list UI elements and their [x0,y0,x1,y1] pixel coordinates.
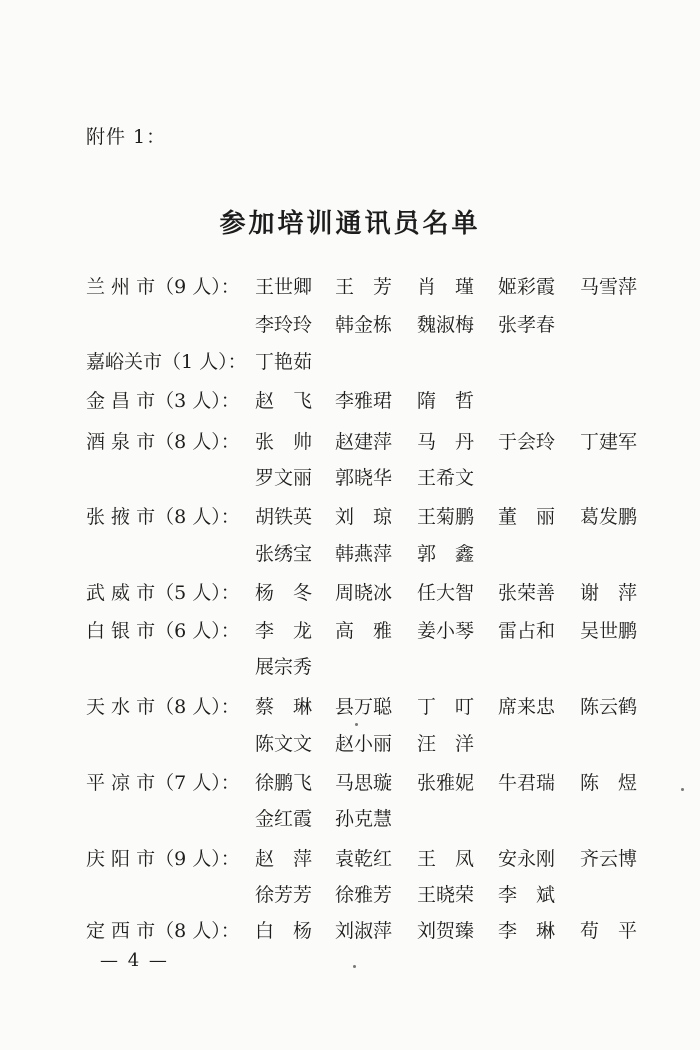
person-name: 马雪萍 [580,276,638,298]
list-row [0,729,700,763]
person-name: 赵建萍 [335,431,393,453]
person-name: 胡铁英 [255,506,313,528]
person-name: 孙克慧 [335,808,393,830]
person-name: 李 琳 [498,920,556,942]
person-name: 牛君瑞 [498,772,556,794]
city-label: 张 掖 市（8 人）： [86,506,240,528]
person-name: 白 杨 [255,920,313,942]
person-name: 王 芳 [335,276,393,298]
person-name: 席来忠 [498,696,556,718]
person-name: 刘 琼 [335,506,393,528]
list-row [0,692,700,726]
city-label: 嘉峪关市（1 人）： [86,351,247,373]
person-name: 张绣宝 [255,543,313,565]
person-name: 董 丽 [498,506,556,528]
person-name: 金红霞 [255,808,313,830]
person-name: 安永刚 [498,848,556,870]
person-name: 丁建军 [580,431,638,453]
page-title: 参加培训通讯员名单 [219,209,481,239]
person-name: 葛发鹏 [580,506,638,528]
list-row [0,652,700,686]
person-name: 陈云鹤 [580,696,638,718]
list-row [0,578,700,612]
person-name: 徐雅芳 [335,884,393,906]
person-name: 陈文文 [255,733,313,755]
list-row [0,502,700,536]
person-name: 李玲玲 [255,314,313,336]
list-row [0,768,700,802]
person-name: 刘淑萍 [335,920,393,942]
list-row [0,539,700,573]
person-name: 谢 萍 [580,582,638,604]
person-name: 李雅珺 [335,390,393,412]
person-name: 县万聪 [335,696,393,718]
person-name: 王 凤 [417,848,475,870]
person-name: 赵 萍 [255,848,313,870]
person-name: 张荣善 [498,582,556,604]
city-label: 天 水 市（8 人）： [86,696,240,718]
person-name: 郭 鑫 [417,543,475,565]
list-row [0,616,700,650]
person-name: 丁艳茹 [255,351,313,373]
city-label: 金 昌 市（3 人）： [86,390,240,412]
person-name: 张孝春 [498,314,556,336]
person-name: 姜小琴 [417,620,475,642]
person-name: 丁 叮 [417,696,475,718]
list-row [0,310,700,344]
person-name: 汪 洋 [417,733,475,755]
person-name: 韩燕萍 [335,543,393,565]
person-name: 苟 平 [580,920,638,942]
person-name: 陈 煜 [580,772,638,794]
person-name: 马思璇 [335,772,393,794]
person-name: 周晓冰 [335,582,393,604]
person-name: 徐芳芳 [255,884,313,906]
person-name: 赵 飞 [255,390,313,412]
person-name: 雷占和 [498,620,556,642]
city-label: 兰 州 市（9 人）： [86,276,240,298]
page-number: — 4 — [100,950,169,971]
person-name: 肖 瑾 [417,276,475,298]
person-name: 于会玲 [498,431,556,453]
city-label: 白 银 市（6 人）： [86,620,240,642]
person-name: 隋 哲 [417,390,475,412]
list-row [0,880,700,914]
list-row [0,463,700,497]
person-name: 郭晓华 [335,467,393,489]
city-label: 平 凉 市（7 人）： [86,772,240,794]
person-name: 王菊鹏 [417,506,475,528]
person-name: 王晓荣 [417,884,475,906]
person-name: 罗文丽 [255,467,313,489]
list-row [0,386,700,420]
person-name: 展宗秀 [255,656,313,678]
person-name: 张 帅 [255,431,313,453]
list-row [0,844,700,878]
attachment-label: 附件 1： [86,126,167,148]
scan-speck [355,723,358,726]
person-name: 张雅妮 [417,772,475,794]
person-name: 姬彩霞 [498,276,556,298]
person-name: 高 雅 [335,620,393,642]
person-name: 任大智 [417,582,475,604]
list-row [0,916,700,950]
person-name: 王世卿 [255,276,313,298]
person-name: 徐鹏飞 [255,772,313,794]
list-row [0,272,700,306]
person-name: 王希文 [417,467,475,489]
person-name: 马 丹 [417,431,475,453]
list-row [0,347,700,381]
city-label: 庆 阳 市（9 人）： [86,848,240,870]
person-name: 杨 冬 [255,582,313,604]
person-name: 齐云博 [580,848,638,870]
city-label: 酒 泉 市（8 人）： [86,431,240,453]
person-name: 韩金栋 [335,314,393,336]
person-name: 吴世鹏 [580,620,638,642]
list-row [0,804,700,838]
person-name: 李 龙 [255,620,313,642]
scan-speck [681,788,684,791]
person-name: 赵小丽 [335,733,393,755]
city-label: 武 威 市（5 人）： [86,582,240,604]
person-name: 李 斌 [498,884,556,906]
person-name: 蔡 琳 [255,696,313,718]
person-name: 袁乾红 [335,848,393,870]
city-label: 定 西 市（8 人）： [86,920,240,942]
person-name: 刘贺臻 [417,920,475,942]
list-row [0,427,700,461]
person-name: 魏淑梅 [417,314,475,336]
scan-speck [353,965,356,968]
